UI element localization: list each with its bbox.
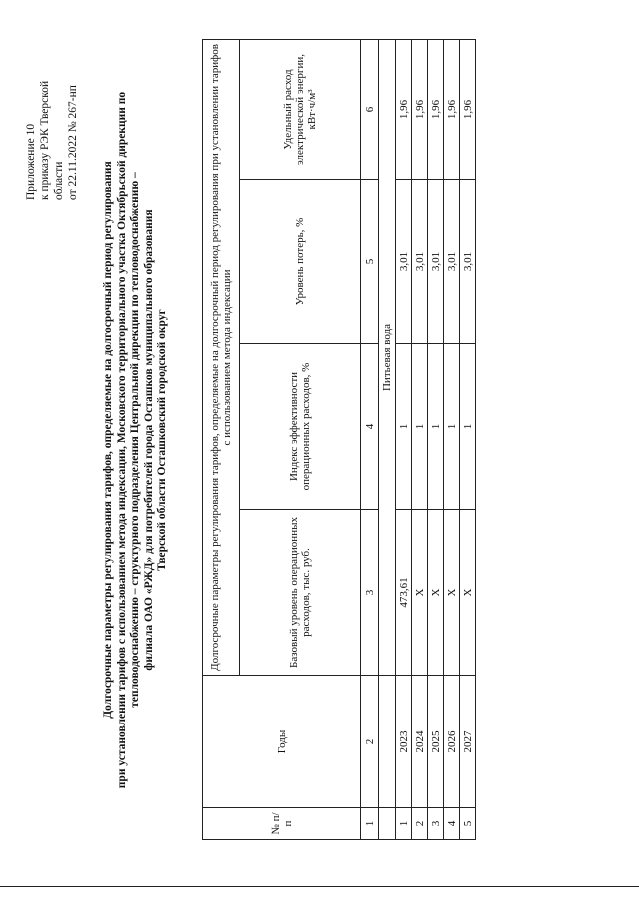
document-title — [102, 40, 170, 840]
cell-loss-level: 3,01 — [412, 180, 428, 344]
cell-energy: 1,96 — [412, 39, 428, 179]
cell-num: 4 — [444, 808, 460, 840]
cell-loss-level: 3,01 — [396, 180, 412, 344]
table-row — [396, 39, 412, 839]
cell-efficiency-index: 1 — [396, 344, 412, 510]
column-index: 2 — [361, 676, 379, 808]
title-line-5: Тверской области Осташковский городской округ — [156, 309, 168, 571]
cell-loss-level: 3,01 — [444, 180, 460, 344]
cell-efficiency-index: 1 — [412, 344, 428, 510]
cell-base-opex: X — [428, 510, 444, 676]
cell-year: 2027 — [460, 676, 476, 808]
column-index-row — [361, 39, 379, 839]
table-row — [428, 39, 444, 839]
table-row — [444, 39, 460, 839]
cell-num: 1 — [396, 808, 412, 840]
cell-base-opex: X — [460, 510, 476, 676]
title-line-1: Долгосрочные параметры регулирования тарифов, определяемые на долгосрочный период регулирования — [102, 161, 114, 719]
section-drinking-water: Питьевая вода — [379, 39, 396, 675]
title-line-4: филиала ОАО «РЖД» для потребителей города Осташков муниципального образования — [142, 209, 155, 671]
header-parameters-group: Долгосрочные параметры регулирования тарифов, определяемые на долгосрочный период регулирования при установлении тарифов с использованием метода индексации — [203, 39, 240, 675]
rotated-page — [20, 40, 474, 840]
appendix-order-ref: к приказу РЭК Тверской области — [39, 80, 65, 200]
column-index: 3 — [361, 510, 379, 676]
header-loss-level: Уровень потерь, % — [240, 180, 361, 344]
table-row — [412, 39, 428, 839]
cell-energy: 1,96 — [428, 39, 444, 179]
header-years: Годы — [203, 676, 361, 808]
cell-efficiency-index: 1 — [444, 344, 460, 510]
cell-year: 2023 — [396, 676, 412, 808]
column-index: 6 — [361, 39, 379, 179]
cell-num: 2 — [412, 808, 428, 840]
cell-loss-level: 3,01 — [428, 180, 444, 344]
cell-year: 2026 — [444, 676, 460, 808]
header-energy-consumption: Удельный расход электрической энергии, кВт·ч/м³ — [240, 39, 361, 179]
cell-base-opex: 473,61 — [396, 510, 412, 676]
appendix-header — [24, 40, 80, 200]
cell-energy: 1,96 — [396, 39, 412, 179]
column-index: 1 — [361, 808, 379, 840]
cell-energy: 1,96 — [444, 39, 460, 179]
column-index: 4 — [361, 344, 379, 510]
cell-loss-level: 3,01 — [460, 180, 476, 344]
bottom-divider — [0, 886, 639, 887]
column-index: 5 — [361, 180, 379, 344]
cell-num: 5 — [460, 808, 476, 840]
appendix-order-date: от 22.11.2022 № 267-нп — [67, 85, 79, 200]
header-num: № п/п — [203, 808, 361, 840]
title-line-2: при установлении тарифов с использованием метода индексации, Московского территориального участка Октябрьской дирекции по — [115, 91, 128, 789]
section-row — [379, 39, 396, 839]
cell-year: 2024 — [412, 676, 428, 808]
table-row — [460, 39, 476, 839]
tariff-parameters-table — [202, 39, 476, 840]
appendix-number: Приложение 10 — [25, 123, 37, 200]
header-efficiency-index: Индекс эффективности операционных расходов, % — [240, 344, 361, 510]
cell-year: 2025 — [428, 676, 444, 808]
cell-num: 3 — [428, 808, 444, 840]
cell-energy: 1,96 — [460, 39, 476, 179]
title-line-3: тепловодоснабжению – структурного подразделения Центральной дирекции по тепловодоснабжению – — [129, 172, 141, 708]
cell-efficiency-index: 1 — [460, 344, 476, 510]
header-base-opex: Базовый уровень операционных расходов, тыс. руб. — [240, 510, 361, 676]
cell-base-opex: X — [412, 510, 428, 676]
cell-efficiency-index: 1 — [428, 344, 444, 510]
cell-base-opex: X — [444, 510, 460, 676]
